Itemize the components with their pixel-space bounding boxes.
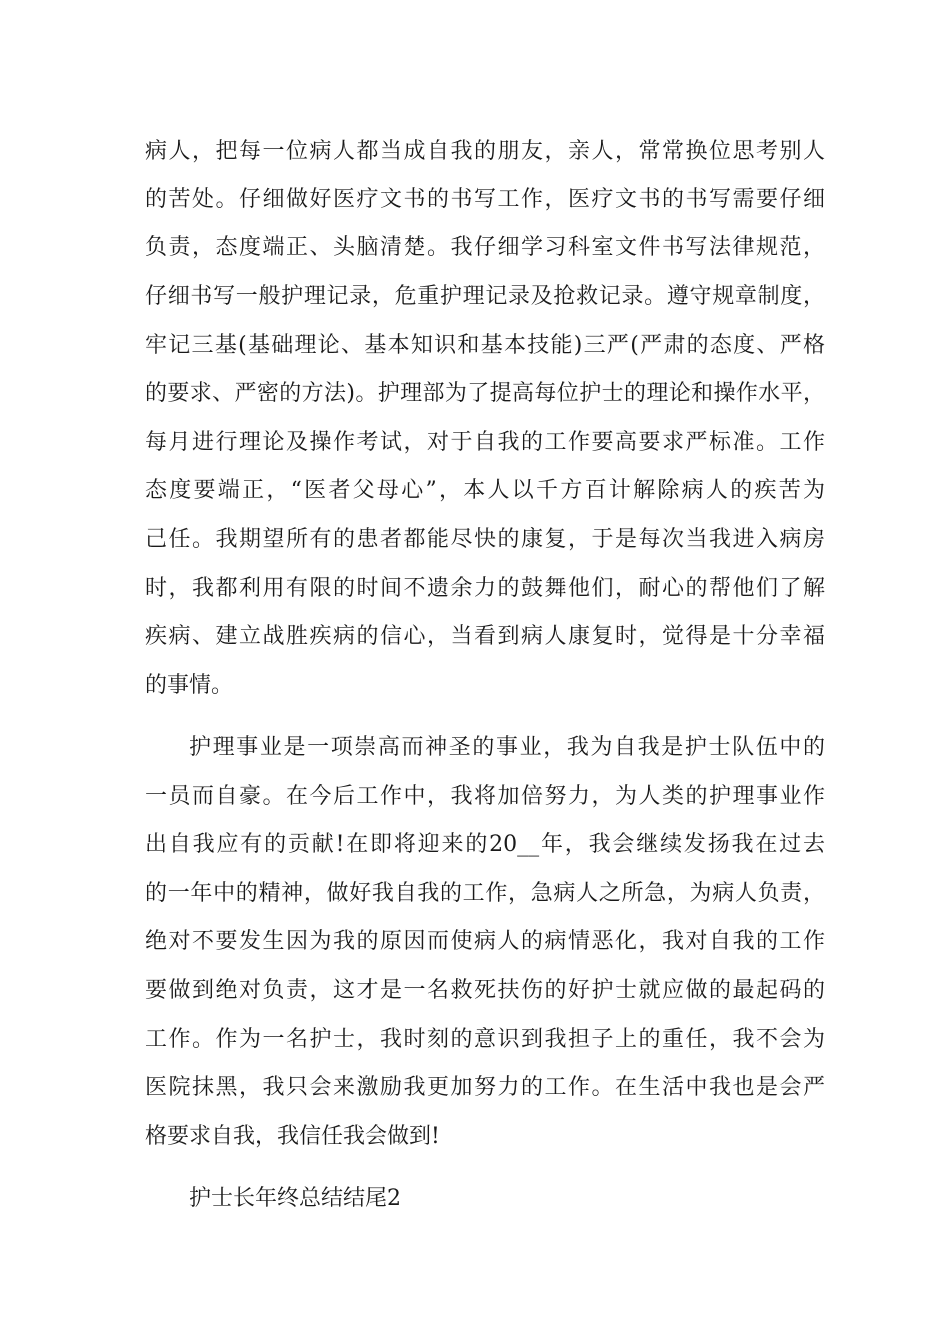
- paragraph-2-line: 工作。作为一名护士，我时刻的意识到我担子上的重任，我不会为: [145, 1027, 825, 1052]
- paragraph-2-line: 一员而自豪。在今后工作中，我将加倍努力，为人类的护理事业作: [145, 784, 825, 809]
- paragraph-1-line: 时，我都利用有限的时间不遗余力的鼓舞他们，耐心的帮他们了解: [145, 576, 825, 601]
- paragraph-2-line: 护理事业是一项崇高而神圣的事业，我为自我是护士队伍中的: [189, 735, 825, 760]
- paragraph-1-line: 的要求、严密的方法)。护理部为了提高每位护士的理论和操作水平，: [145, 381, 825, 406]
- paragraph-1-line: 的苦处。仔细做好医疗文书的书写工作，医疗文书的书写需要仔细: [145, 187, 825, 212]
- paragraph-1-line: 牢记三基(基础理论、基本知识和基本技能)三严(严肃的态度、严格: [145, 333, 825, 358]
- paragraph-1-line: 每月进行理论及操作考试，对于自我的工作要高要求严标准。工作: [145, 430, 825, 455]
- paragraph-1-line: 病人，把每一位病人都当成自我的朋友，亲人，常常换位思考别人: [145, 139, 825, 164]
- paragraph-1-line: 态度要端正，“医者父母心”，本人以千方百计解除病人的疾苦为: [145, 478, 825, 503]
- paragraph-1-line: 的事情。: [145, 673, 234, 698]
- paragraph-1-line: 疾病、建立战胜疾病的信心，当看到病人康复时，觉得是十分幸福: [145, 624, 825, 649]
- paragraph-2-line: 的一年中的精神，做好我自我的工作，急病人之所急，为病人负责，: [145, 881, 825, 906]
- section-heading: 护士长年终总结结尾2: [189, 1186, 401, 1211]
- paragraph-2-line: 绝对不要发生因为我的原因而使病人的病情恶化，我对自我的工作: [145, 929, 825, 954]
- paragraph-2-line: 格要求自我，我信任我会做到!: [145, 1124, 440, 1149]
- paragraph-2-line: 要做到绝对负责，这才是一名救死扶伤的好护士就应做的最起码的: [145, 978, 825, 1003]
- paragraph-1-line: 负责，态度端正、头脑清楚。我仔细学习科室文件书写法律规范，: [145, 235, 825, 260]
- paragraph-1-line: 仔细书写一般护理记录，危重护理记录及抢救记录。遵守规章制度，: [145, 284, 825, 309]
- paragraph-1-line: 己任。我期望所有的患者都能尽快的康复，于是每次当我进入病房: [145, 527, 825, 552]
- paragraph-2-line: 出自我应有的贡献!在即将迎来的20__年，我会继续发扬我在过去: [145, 832, 825, 857]
- paragraph-2-line: 医院抹黑，我只会来激励我更加努力的工作。在生活中我也是会严: [145, 1075, 825, 1100]
